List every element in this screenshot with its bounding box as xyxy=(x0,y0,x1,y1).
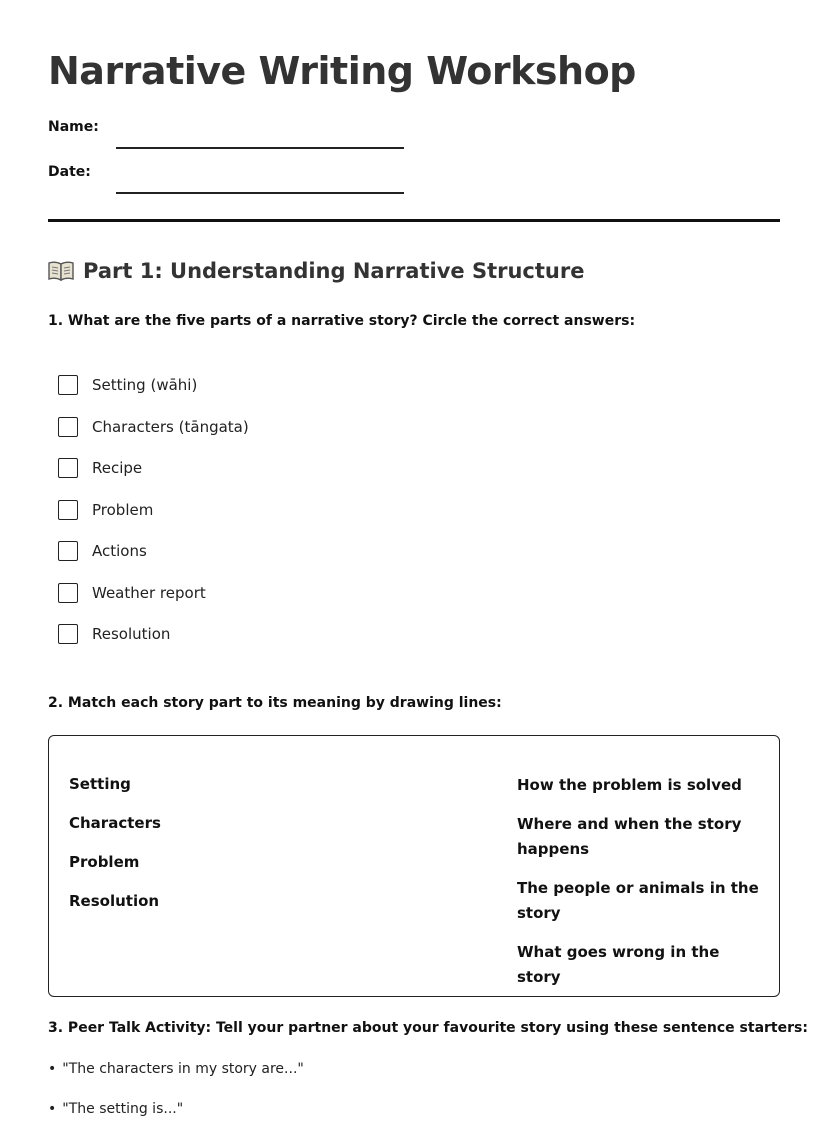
checkbox[interactable] xyxy=(58,583,78,603)
checkbox[interactable] xyxy=(58,417,78,437)
sentence-starters xyxy=(48,1058,304,1138)
option-label: Characters (tāngata) xyxy=(92,417,249,436)
date-field-row xyxy=(48,162,408,192)
open-book-icon xyxy=(48,260,74,282)
option-weather-report[interactable] xyxy=(58,582,249,624)
worksheet-title: Narrative Writing Workshop xyxy=(48,49,636,93)
option-label: Resolution xyxy=(92,625,171,643)
match-meaning[interactable]: The people or animals in the story xyxy=(517,879,759,922)
match-term[interactable]: Characters xyxy=(69,814,161,832)
option-characters[interactable] xyxy=(58,416,249,458)
checkbox[interactable] xyxy=(58,375,78,395)
name-field-row xyxy=(48,117,408,147)
bullet-icon: • xyxy=(48,1061,57,1077)
starter-text: "The setting is..." xyxy=(62,1101,184,1117)
checkbox[interactable] xyxy=(58,500,78,520)
question-1: 1. What are the five parts of a narrative story? Circle the correct answers: xyxy=(48,313,636,329)
match-term[interactable]: Resolution xyxy=(69,892,160,910)
option-label: Recipe xyxy=(92,459,143,477)
checkbox[interactable] xyxy=(58,458,78,478)
date-field[interactable] xyxy=(116,172,404,194)
match-meaning[interactable]: How the problem is solved xyxy=(517,776,742,794)
match-meaning[interactable]: Where and when the story happens xyxy=(517,815,742,858)
option-label: Problem xyxy=(92,500,154,519)
name-field[interactable] xyxy=(116,127,404,149)
match-terms xyxy=(69,773,161,929)
header-divider xyxy=(48,219,780,222)
match-term[interactable]: Problem xyxy=(69,853,140,871)
starter-text: "The characters in my story are..." xyxy=(62,1061,304,1077)
option-label: Setting (wāhi) xyxy=(92,376,198,394)
option-recipe[interactable] xyxy=(58,457,249,499)
part1-title: Part 1: Understanding Narrative Structure xyxy=(83,259,585,283)
name-label: Name: xyxy=(48,119,99,135)
starter-item xyxy=(48,1058,304,1098)
starter-item xyxy=(48,1098,304,1138)
option-actions[interactable] xyxy=(58,540,249,582)
question-3: 3. Peer Talk Activity: Tell your partner about your favourite story using these sentence starters: xyxy=(48,1020,808,1036)
match-meaning[interactable]: What goes wrong in the story xyxy=(517,943,720,986)
option-label: Actions xyxy=(92,542,147,560)
q1-options xyxy=(58,374,249,665)
question-2: 2. Match each story part to its meaning by drawing lines: xyxy=(48,695,502,711)
option-setting[interactable] xyxy=(58,374,249,416)
checkbox[interactable] xyxy=(58,624,78,644)
option-problem[interactable] xyxy=(58,499,249,541)
option-label: Weather report xyxy=(92,583,206,602)
matching-box xyxy=(48,735,780,997)
date-label: Date: xyxy=(48,164,91,180)
option-resolution[interactable] xyxy=(58,623,249,665)
checkbox[interactable] xyxy=(58,541,78,561)
match-term[interactable]: Setting xyxy=(69,775,131,793)
match-meanings xyxy=(517,773,767,1004)
part1-heading xyxy=(48,256,584,286)
bullet-icon: • xyxy=(48,1101,57,1117)
